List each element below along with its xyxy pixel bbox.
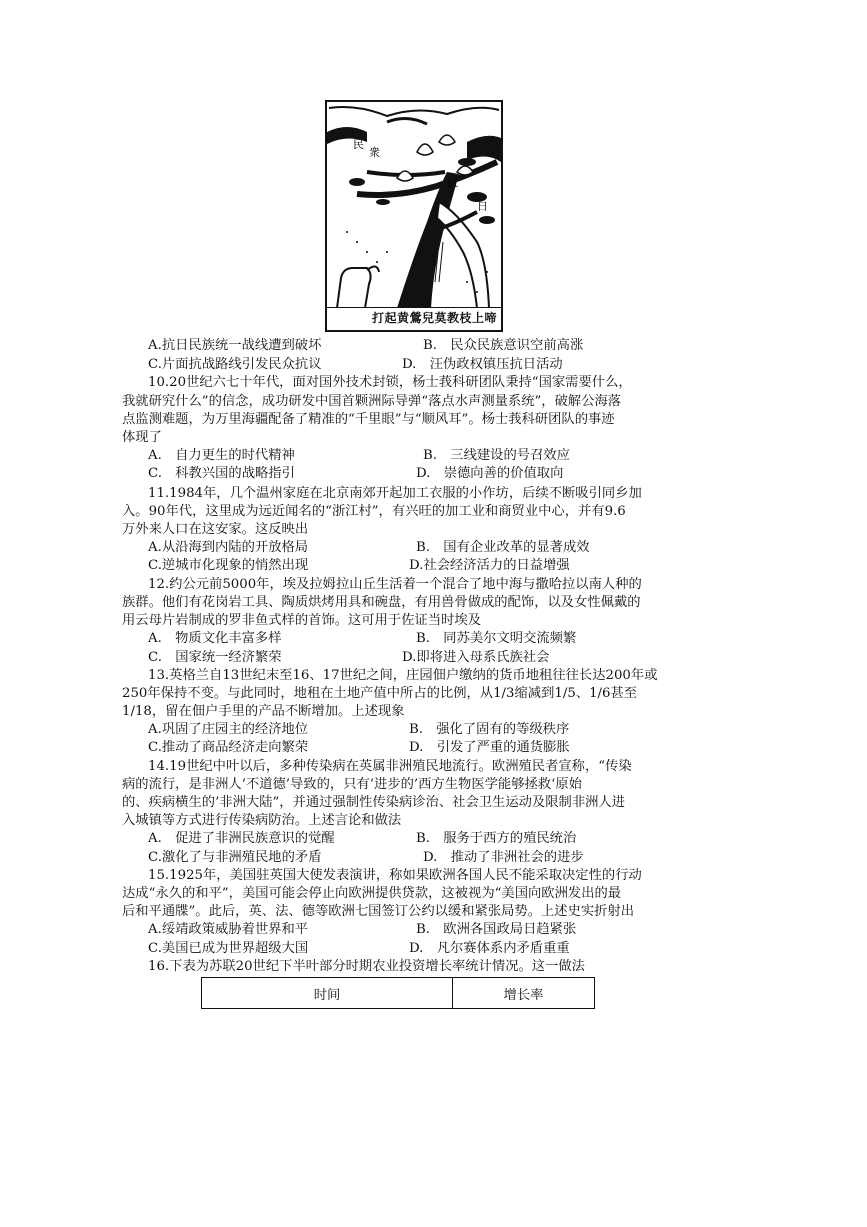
q13-option-c: C.推动了商品经济走向繁荣 — [148, 740, 309, 755]
q13-option-a: A.巩固了庄园主的经济地位 — [148, 722, 309, 737]
q9-option-c: C.片面抗战路线引发民众抗议 — [148, 357, 322, 372]
q11-option-d: D.社会经济活力的日益增强 — [409, 558, 570, 573]
q10-stem-line: 我就研究什么”的信念，成功研发中国首颗洲际导弹“落点水声测量系统”，破解公海落 — [122, 394, 622, 409]
q13-stem-line: 250年保持不变。与此同时，地租在土地产值中所占的比例，从1/3缩减到1/5、1/6甚至 — [122, 686, 638, 701]
q14-option-c: C.激化了与非洲殖民地的矛盾 — [148, 850, 322, 865]
q12-stem-line: 12.约公元前5000年，埃及拉姆拉山丘生活着一个混合了地中海与撒哈拉以南人种的 — [148, 577, 642, 592]
q10-option-b: B. 三线建设的号召效应 — [423, 448, 570, 463]
table-header-cell: 时间 — [202, 978, 453, 1009]
cartoon-caption: 打起黄鶯兒莫教枝上啼 — [327, 307, 501, 330]
q12-stem-line: 用云母片岩制成的罗非鱼式样的首饰。这可用于佐证当时埃及 — [122, 613, 482, 628]
q9-option-a: A.抗日民族统一战线遭到破坏 — [148, 338, 322, 353]
q11-stem-line: 11.1984年，几个温州家庭在北京南郊开起加工衣服的小作坊，后续不断吸引同乡加 — [148, 486, 642, 501]
q9-option-b: B. 民众民族意识空前高涨 — [423, 338, 584, 353]
q12-option-c: C. 国家统一经济繁荣 — [148, 650, 282, 665]
q10-option-c: C. 科教兴国的战略指引 — [148, 466, 295, 481]
q15-option-c: C.美国已成为世界超级大国 — [148, 941, 309, 956]
q15-stem-line: 达成“永久的和平”，美国可能会停止向欧洲提供贷款，这被视为“美国向欧洲发出的最 — [122, 886, 622, 901]
agriculture-investment-table — [201, 977, 595, 1009]
q12-option-b: B. 同苏美尔文明交流频繁 — [416, 631, 577, 646]
cartoon-illustration — [325, 100, 503, 332]
q16-stem-line: 16.下表为苏联20世纪下半叶部分时期农业投资增长率统计情况。这一做法 — [148, 959, 585, 974]
q11-option-a: A.从沿海到内陆的开放格局 — [148, 540, 309, 555]
q13-stem-line: 13.英格兰自13世纪末至16、17世纪之间，庄园佃户缴纳的货币地租往往长达200年或 — [148, 668, 658, 683]
q12-stem-line: 族群。他们有花岗岩工具、陶质烘烤用具和碗盘，有用兽骨做成的配饰，以及女性佩戴的 — [122, 595, 641, 610]
q14-stem-line: 的、疾病横生的’非洲大陆”，并通过强制性传染病诊治、社会卫生运动及限制非洲人进 — [122, 795, 626, 810]
table-header-row — [202, 978, 595, 1009]
q11-option-c: C.逆城市化现象的悄然出现 — [148, 558, 309, 573]
tree-label-4: 日 — [477, 200, 488, 213]
q14-option-a: A. 促进了非洲民族意识的觉醒 — [148, 831, 335, 846]
q15-option-b: B. 欧洲各国政局日趋紧张 — [416, 922, 577, 937]
q14-stem-line: 病的流行，是非洲人‘不道德’导致的，只有‘进步的’西方生物医学能够拯救‘原始 — [122, 777, 582, 792]
q13-stem-line: 1/18，留在佃户手里的产品不断增加。上述现象 — [122, 704, 405, 719]
q13-option-b: B. 强化了固有的等级秩序 — [409, 722, 570, 737]
q9-option-d: D. 汪伪政权镇压抗日活动 — [402, 357, 563, 372]
q13-option-d: D. 引发了严重的通货膨胀 — [409, 740, 570, 755]
table-header-cell: 增长率 — [453, 978, 595, 1009]
q15-stem-line: 15.1925年，美国驻英国大使发表演讲，称如果欧洲各国人民不能采取决定性的行动 — [148, 868, 642, 883]
cartoon-drawing — [327, 102, 501, 308]
q10-option-d: D. 崇德向善的价值取向 — [416, 466, 564, 481]
q12-option-d: D.即将进入母系氏族社会 — [402, 650, 550, 665]
q15-stem-line: 后和平通牒”。此后，英、法、德等欧洲七国签订公约以缓和紧张局势。上述史实折射出 — [122, 904, 635, 919]
q10-option-a: A. 自力更生的时代精神 — [148, 448, 295, 463]
tree-label-3: 抗 — [447, 176, 458, 189]
tree-label-2: 衆 — [369, 146, 380, 159]
q14-stem-line: 入城镇等方式进行传染病防治。上述言论和做法 — [122, 813, 402, 828]
q11-stem-line: 入。90年代，这里成为远近闻名的“浙江村”，有兴旺的加工业和商贸业中心，并有9.6 — [122, 504, 626, 519]
q14-option-d: D. 推动了非洲社会的进步 — [423, 850, 584, 865]
q11-option-b: B. 国有企业改革的显著成效 — [416, 540, 590, 555]
q15-option-d: D. 凡尔赛体系内矛盾重重 — [409, 941, 570, 956]
q14-stem-line: 14.19世纪中叶以后，多种传染病在英属非洲殖民地流行。欧洲殖民者宣称，“传染 — [148, 759, 632, 774]
tree-label-1: 民 — [353, 138, 364, 151]
q10-stem-line: 体现了 — [122, 430, 162, 445]
q10-stem-line: 点监测难题，为万里海疆配备了精准的“千里眼”与“顺风耳”。杨士莪科研团队的事迹 — [122, 412, 615, 427]
q15-option-a: A.绥靖政策威胁着世界和平 — [148, 922, 309, 937]
q14-option-b: B. 服务于西方的殖民统治 — [416, 831, 577, 846]
q11-stem-line: 万外来人口在这安家。这反映出 — [122, 522, 309, 537]
q12-option-a: A. 物质文化丰富多样 — [148, 631, 282, 646]
q10-stem-line: 10.20世纪六七十年代，面对国外技术封锁，杨士莪科研团队秉持“国家需要什么， — [148, 375, 632, 390]
